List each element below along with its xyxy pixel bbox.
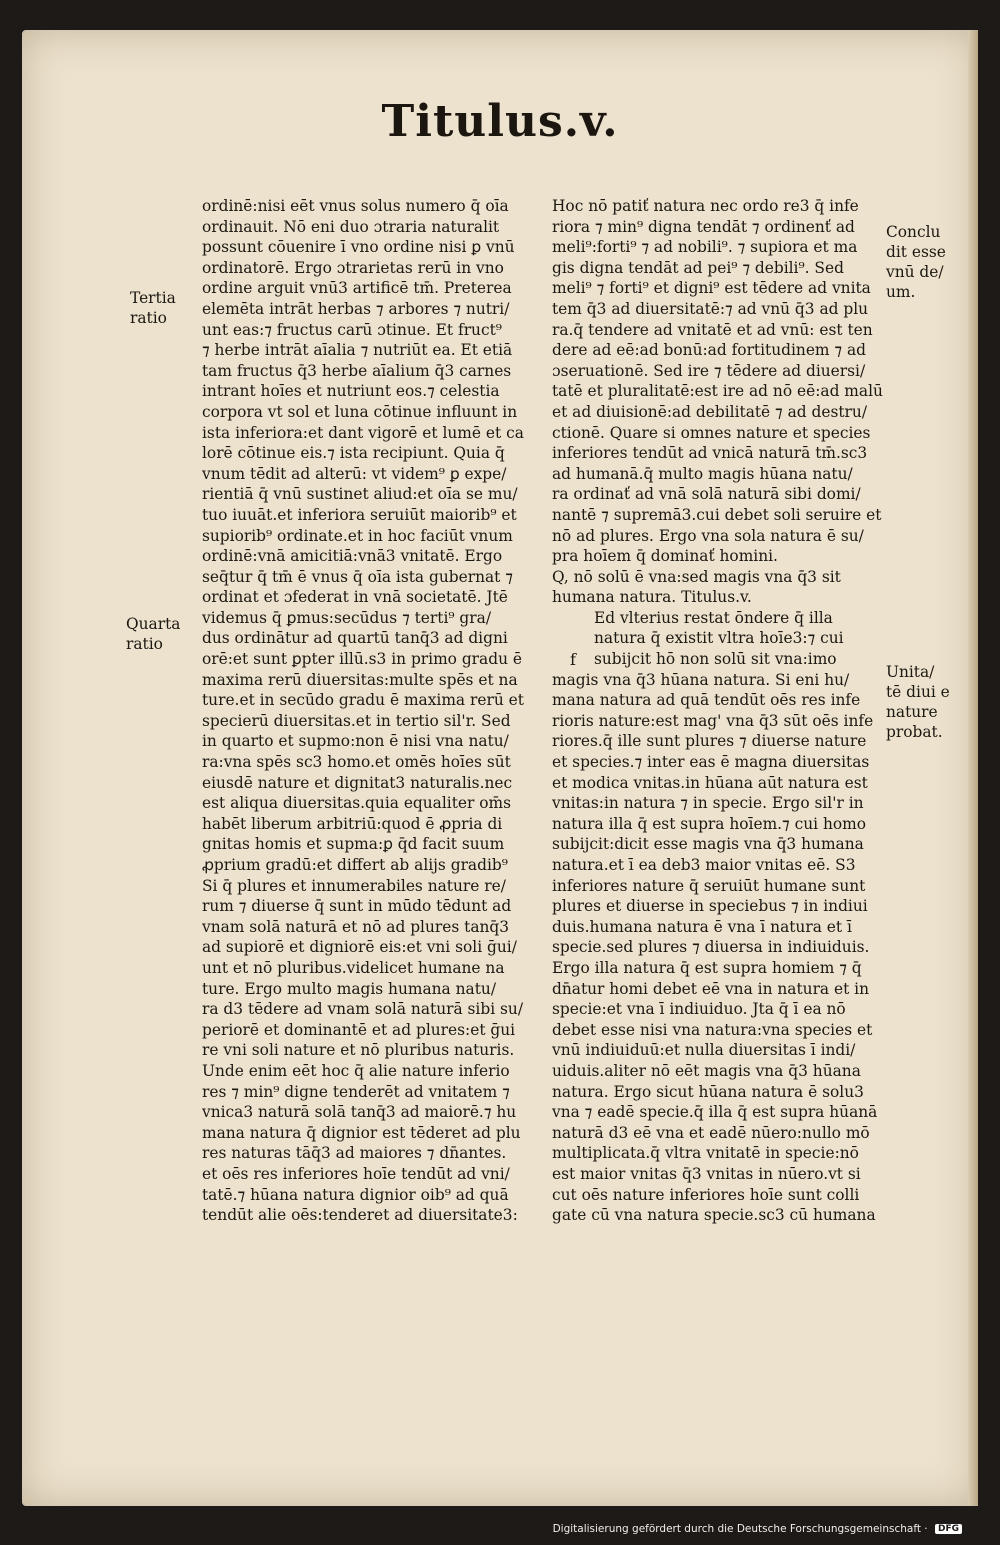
text-line: tam fructus q̄3 herbe aīalium q̄3 carnes xyxy=(202,361,512,380)
text-line: est maior vnitas q̄3 vnitas in nūero.vt si xyxy=(552,1164,861,1183)
text-line: ordinauit. Nō eni duo ɔtraria naturalit xyxy=(202,217,500,236)
text-line: ra:vna spēs sc3 homo.et omēs hoīes sūt xyxy=(202,753,511,772)
text-line: et ad diuisionē:ad debilitatē ⁊ ad destru/ xyxy=(552,402,868,421)
text-line: dere ad eē:ad bonū:ad fortitudinem ⁊ ad xyxy=(552,341,866,360)
margin-note-line: tē diui e xyxy=(886,683,950,701)
text-line: habēt liberum arbitriū:quod ē ꝓpria di xyxy=(202,814,503,833)
footer-text: Digitalisierung gefördert durch die Deutsche Forschungsgemeinschaft · xyxy=(552,1523,928,1535)
margin-note-quarta xyxy=(126,614,180,654)
text-line: multiplicata.q̄ vltra vnitatē in specie:nō xyxy=(552,1144,859,1163)
margin-note-line: probat. xyxy=(886,723,943,741)
text-line: debet esse nisi vna natura:vna species et xyxy=(552,1020,873,1039)
text-line: vnum tēdit ad alterū: vt videm⁹ ꝑ expe/ xyxy=(202,464,507,483)
text-line: magis vna q̄3 hūana natura. Si eni hu/ xyxy=(552,670,850,689)
text-line: vnam solā naturā et nō ad plures tanq̄3 xyxy=(202,917,510,936)
text-line: natura q̄ existit vltra hoīe3:⁊ cui xyxy=(594,629,844,648)
text-line: tatē et pluralitatē:est ire ad nō eē:ad malū xyxy=(552,382,883,401)
text-line: rientiā q̄ vnū sustinet aliud:et oīa se mu/ xyxy=(202,485,518,504)
margin-note-line: ratio xyxy=(130,309,167,327)
text-line: tendūt alie oēs:tenderet ad diuersitate3: xyxy=(202,1206,518,1225)
text-line: mana natura ad quā tendūt oēs res infe xyxy=(552,691,861,710)
text-line: ordinatorē. Ergo ɔtrarietas rerū in vno xyxy=(202,258,504,277)
text-line: et modica vnitas.in hūana aūt natura est xyxy=(552,773,868,792)
text-line: duis.humana natura ē vna ī natura et ī xyxy=(552,917,852,936)
text-line: subijcit hō non solū sit vna:imo xyxy=(594,650,837,669)
text-line: ista inferiora:et dant vigorē et lumē et ca xyxy=(202,423,524,442)
text-line: inferiores nature q̄ seruiūt humane sunt xyxy=(552,876,866,895)
text-line: humana natura. Titulus.v. xyxy=(552,588,752,607)
text-line: dus ordinātur ad quartū tanq̄3 ad digni xyxy=(202,629,508,648)
text-line: plures et diuerse in speciebus ⁊ in indiui xyxy=(552,897,868,916)
text-line: gnitas homis et supma:ꝑ q̄d facit suum xyxy=(202,835,505,854)
text-line: gis digna tendāt ad pei⁹ ⁊ debili⁹. Sed xyxy=(552,258,844,277)
text-line: meli⁹ ⁊ forti⁹ et digni⁹ est tēdere ad vnita xyxy=(552,279,871,298)
text-line: ra d3 tēdere ad vnam solā naturā sibi su/ xyxy=(202,1000,524,1019)
text-line: seq̄tur q̄ tm̄ ē vnus q̄ oīa ista gubernat ⁊ xyxy=(202,567,513,586)
text-line: et oēs res inferiores hoīe tendūt ad vni/ xyxy=(202,1164,510,1183)
text-line: ɔseruationē. Sed ire ⁊ tēdere ad diuersi/ xyxy=(552,361,866,380)
text-line: elemēta intrāt herbas ⁊ arbores ⁊ nutri/ xyxy=(202,299,510,318)
text-line: Ergo illa natura q̄ est supra homiem ⁊ q̄ xyxy=(552,958,862,977)
text-line: ordinat et ɔfederat in vnā societatē. Jtē xyxy=(202,588,508,607)
page-title: Titulus.v. xyxy=(381,96,619,147)
text-line: maxima rerū diuersitas:multe spēs et na xyxy=(202,670,518,689)
text-line: res naturas tāq̄3 ad maiores ⁊ dn̄antes. xyxy=(202,1144,507,1163)
text-line: intrant hoīes et nutriunt eos.⁊ celestia xyxy=(202,382,500,401)
margin-note-line: dit esse xyxy=(886,243,946,261)
text-line: Q, nō solū ē vna:sed magis vna q̄3 sit xyxy=(552,567,841,586)
margin-note-line: Quarta xyxy=(126,615,181,633)
text-line: Si q̄ plures et innumerabiles nature re/ xyxy=(202,876,506,895)
text-line: videmus q̄ ꝑmus:secūdus ⁊ terti⁹ gra/ xyxy=(202,608,492,627)
text-line: ture. Ergo multo magis humana natu/ xyxy=(202,979,497,998)
text-line: cut oēs nature inferiores hoīe sunt colli xyxy=(552,1185,860,1204)
text-line: vnitas:in natura ⁊ in specie. Ergo sil'r in xyxy=(552,794,864,813)
text-line: eiusdē nature et dignitat3 naturalis.nec xyxy=(202,773,513,792)
text-line: mana natura q̄ dignior est tēderet ad plu xyxy=(202,1123,521,1142)
text-line: lorē cōtinue eis.⁊ ista recipiunt. Quia q̄ xyxy=(202,444,505,463)
page-edge xyxy=(968,30,978,1506)
text-line: natura. Ergo sicut hūana natura ē solu3 xyxy=(552,1082,864,1101)
text-line: vna ⁊ eadē specie.q̄ illa q̄ est supra hūanā xyxy=(552,1103,878,1122)
margin-note-tertia xyxy=(130,288,176,328)
text-line: ctionē. Quare si omnes nature et species xyxy=(552,423,871,442)
text-line: unt eas:⁊ fructus carū ɔtinue. Et fruct⁹ xyxy=(202,320,502,339)
text-line: natura.et ī ea deb3 maior vnitas eē. S3 xyxy=(552,856,856,874)
text-line: in quarto et supmo:non ē nisi vna natu/ xyxy=(202,732,509,751)
margin-note-concludit xyxy=(886,222,946,302)
text-line: tuo iuuāt.et inferiora seruiūt maiorib⁹ et xyxy=(202,505,517,524)
text-line: nantē ⁊ supremā3.cui debet soli seruire et xyxy=(552,505,882,524)
text-line: subijcit:dicit esse magis vna q̄3 humana xyxy=(552,835,864,854)
text-line: supiorib⁹ ordinate.et in hoc faciūt vnum xyxy=(202,526,513,545)
text-line: Unde enim eēt hoc q̄ alie nature inferio xyxy=(202,1061,510,1080)
text-line: Ed vlterius restat ōndere q̄ illa xyxy=(594,608,833,627)
margin-note-line: ratio xyxy=(126,635,163,653)
dfg-logo: DFG xyxy=(935,1524,962,1534)
text-line: res ⁊ min⁹ digne tenderēt ad vnitatem ⁊ xyxy=(202,1082,510,1101)
text-line: ⁊ herbe intrāt aīalia ⁊ nutriūt ea. Et etiā xyxy=(202,341,513,360)
text-line: specie:et vna ī indiuiduo. Jta q̄ ī ea nō xyxy=(552,1000,846,1019)
text-line: pra hoīem q̄ dominať homini. xyxy=(552,547,778,566)
text-line: Hoc nō patiť natura nec ordo re3 q̄ infe xyxy=(552,197,859,215)
text-line: specie.sed plures ⁊ diuersa in indiuiduis. xyxy=(552,938,870,957)
margin-note-line: nature xyxy=(886,703,938,721)
margin-note-line: vnū de/ xyxy=(886,263,944,281)
text-line: ꝓprium gradū:et differt ab alijs gradib⁹ xyxy=(202,856,508,874)
text-line: ra.q̄ tendere ad vnitatē et ad vnū: est ten xyxy=(552,320,873,339)
text-line: re vni soli nature et nō pluribus naturis. xyxy=(202,1041,515,1060)
text-line: nō ad plures. Ergo vna sola natura ē su/ xyxy=(552,526,864,545)
text-line: ordinē:vnā amicitiā:vnā3 vnitatē. Ergo xyxy=(202,547,503,566)
text-line: ture.et in secūdo gradu ē maxima rerū et xyxy=(202,691,524,710)
margin-note-unitas xyxy=(886,662,950,742)
initial-guide-letter: f xyxy=(570,650,576,669)
text-line: ordinē:nisi eēt vnus solus numero q̄ oīa xyxy=(202,197,509,215)
text-line: ordine arguit vnū3 artificē tm̄. Preterea xyxy=(202,279,512,298)
margin-note-line: Tertia xyxy=(130,289,176,307)
margin-note-line: Unita/ xyxy=(886,663,935,681)
text-line: specierū diuersitas.et in tertio sil'r. Sed xyxy=(202,711,511,730)
digitization-footer xyxy=(553,1523,962,1535)
text-line: natura illa q̄ est supra hoīem.⁊ cui homo xyxy=(552,814,866,833)
margin-note-line: um. xyxy=(886,283,916,301)
text-line: riora ⁊ min⁹ digna tendāt ⁊ ordinenť ad xyxy=(552,217,855,236)
text-line: et species.⁊ inter eas ē magna diuersitas xyxy=(552,753,870,772)
text-line: tem q̄3 ad diuersitatē:⁊ ad vnū q̄3 ad plu xyxy=(552,299,869,318)
text-line: gate cū vna natura specie.sc3 cū humana xyxy=(552,1206,876,1225)
text-line: rioris nature:est mag' vna q̄3 sūt oēs infe xyxy=(552,711,874,730)
text-line: riores.q̄ ille sunt plures ⁊ diuerse nature xyxy=(552,732,867,751)
text-line: vnica3 naturā solā tanq̄3 ad maiorē.⁊ hu xyxy=(202,1103,517,1122)
text-line: ad humanā.q̄ multo magis hūana natu/ xyxy=(552,464,853,483)
text-line: meli⁹:forti⁹ ⁊ ad nobili⁹. ⁊ supiora et ma xyxy=(552,238,858,257)
margin-note-line: Conclu xyxy=(886,223,941,241)
text-line: uiduis.aliter nō eēt magis vna q̄3 hūana xyxy=(552,1061,861,1080)
left-text-column xyxy=(202,196,534,1226)
text-line: corpora vt sol et luna cōtinue influunt in xyxy=(202,402,518,421)
text-line: vnū indiuiduū:et nulla diuersitas ī indi/ xyxy=(552,1041,856,1060)
text-line: est aliqua diuersitas.quia equaliter om̄s xyxy=(202,794,512,813)
text-line: naturā d3 eē vna et eadē nūero:nullo mō xyxy=(552,1123,870,1142)
text-line: tatē.⁊ hūana natura dignior oib⁹ ad quā xyxy=(202,1185,509,1204)
text-line: dn̄atur homi debet eē vna in natura et in xyxy=(552,979,870,998)
text-line: ra ordinať ad vnā solā naturā sibi domi/ xyxy=(552,485,861,504)
text-line: unt et nō pluribus.videlicet humane na xyxy=(202,958,505,977)
text-line: possunt cōuenire ī vno ordine nisi ꝑ vnū xyxy=(202,238,515,257)
text-line: periorē et dominantē et ad plures:et ḡui xyxy=(202,1020,516,1039)
text-line: ad supiorē et digniorē eis:et vni soli ḡui/ xyxy=(202,938,517,957)
text-line: orē:et sunt ꝑpter illū.s3 in primo gradu ē xyxy=(202,650,522,669)
text-line: inferiores tendūt ad vnicā naturā tm̄.sc3 xyxy=(552,444,868,463)
right-text-column xyxy=(552,196,884,1226)
text-line: rum ⁊ diuerse q̄ sunt in mūdo tēdunt ad xyxy=(202,897,512,916)
